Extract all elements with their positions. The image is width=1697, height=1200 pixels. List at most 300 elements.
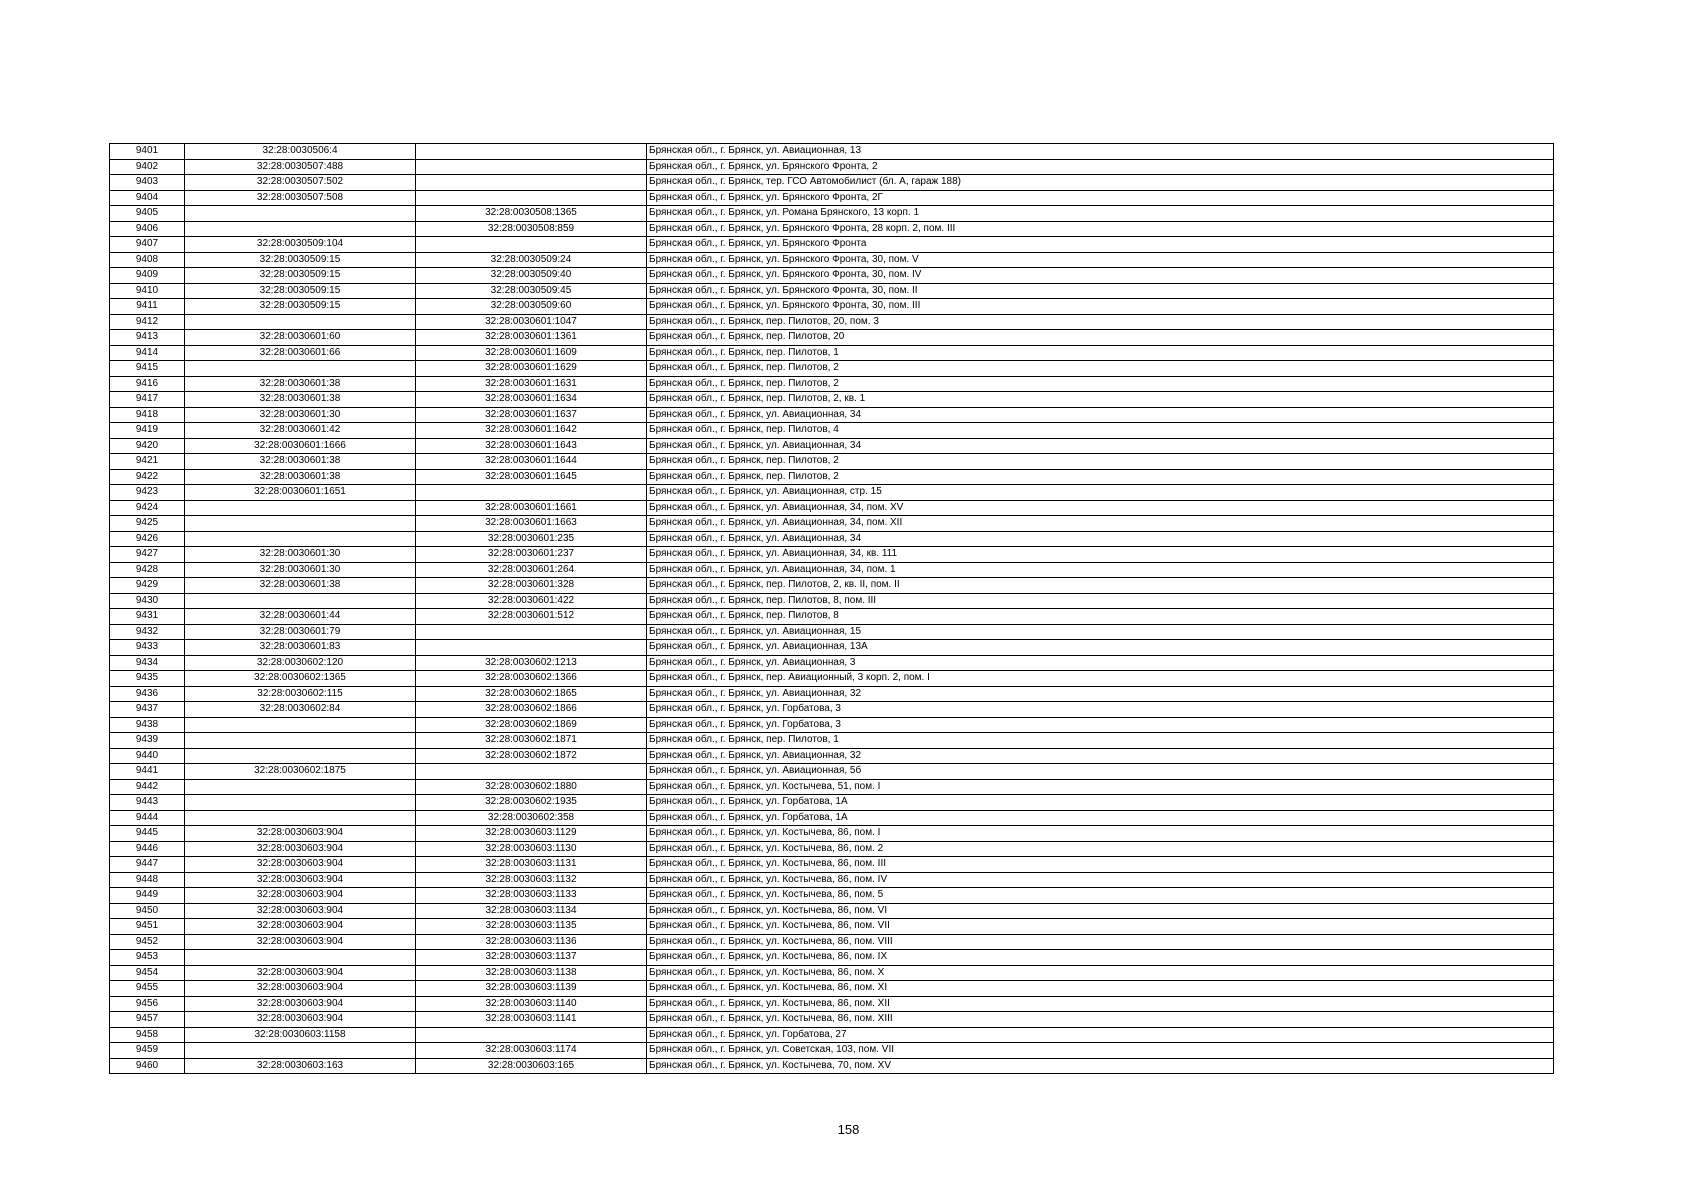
- row-number-cell: 9411: [110, 299, 185, 315]
- property-table: [109, 143, 1554, 1074]
- row-number-cell: 9403: [110, 175, 185, 191]
- row-number-cell: 9440: [110, 748, 185, 764]
- row-number-cell: 9455: [110, 981, 185, 997]
- address-cell: Брянская обл., г. Брянск, ул. Костычева, 51, пом. I: [647, 779, 1554, 795]
- cadastral-number-cell: [185, 795, 416, 811]
- address-cell: Брянская обл., г. Брянск, ул. Горбатова, 3: [647, 717, 1554, 733]
- row-number-cell: 9448: [110, 872, 185, 888]
- object-cadastral-number-cell: [416, 624, 647, 640]
- address-cell: Брянская обл., г. Брянск, пер. Пилотов, 20, пом. 3: [647, 314, 1554, 330]
- cadastral-number-cell: 32:28:0030506:4: [185, 144, 416, 160]
- row-number-cell: 9421: [110, 454, 185, 470]
- object-cadastral-number-cell: [416, 175, 647, 191]
- cadastral-number-cell: 32:28:0030509:15: [185, 252, 416, 268]
- cadastral-number-cell: [185, 748, 416, 764]
- cadastral-number-cell: 32:28:0030603:904: [185, 857, 416, 873]
- row-number-cell: 9458: [110, 1027, 185, 1043]
- row-number-cell: 9435: [110, 671, 185, 687]
- table-row: [110, 841, 1554, 857]
- table-row: [110, 407, 1554, 423]
- table-body: [110, 144, 1554, 1074]
- address-cell: Брянская обл., г. Брянск, пер. Пилотов, 1: [647, 345, 1554, 361]
- object-cadastral-number-cell: 32:28:0030602:1869: [416, 717, 647, 733]
- table-row: [110, 748, 1554, 764]
- object-cadastral-number-cell: 32:28:0030602:1872: [416, 748, 647, 764]
- row-number-cell: 9409: [110, 268, 185, 284]
- cadastral-number-cell: 32:28:0030603:904: [185, 841, 416, 857]
- row-number-cell: 9426: [110, 531, 185, 547]
- cadastral-number-cell: [185, 314, 416, 330]
- table-row: [110, 624, 1554, 640]
- object-cadastral-number-cell: 32:28:0030602:1213: [416, 655, 647, 671]
- table-row: [110, 190, 1554, 206]
- row-number-cell: 9429: [110, 578, 185, 594]
- cadastral-number-cell: [185, 733, 416, 749]
- table-row: [110, 857, 1554, 873]
- row-number-cell: 9441: [110, 764, 185, 780]
- table-row: [110, 221, 1554, 237]
- object-cadastral-number-cell: 32:28:0030603:1132: [416, 872, 647, 888]
- address-cell: Брянская обл., г. Брянск, пер. Пилотов, 4: [647, 423, 1554, 439]
- address-cell: Брянская обл., г. Брянск, ул. Авиационная, 13А: [647, 640, 1554, 656]
- row-number-cell: 9445: [110, 826, 185, 842]
- object-cadastral-number-cell: 32:28:0030603:1131: [416, 857, 647, 873]
- row-number-cell: 9423: [110, 485, 185, 501]
- row-number-cell: 9422: [110, 469, 185, 485]
- object-cadastral-number-cell: 32:28:0030602:1871: [416, 733, 647, 749]
- cadastral-number-cell: [185, 221, 416, 237]
- address-cell: Брянская обл., г. Брянск, ул. Авиационная, 34, кв. 111: [647, 547, 1554, 563]
- table-row: [110, 919, 1554, 935]
- address-cell: Брянская обл., г. Брянск, ул. Костычева, 86, пом. 5: [647, 888, 1554, 904]
- object-cadastral-number-cell: 32:28:0030601:1629: [416, 361, 647, 377]
- table-row: [110, 206, 1554, 222]
- table-row: [110, 934, 1554, 950]
- table-row: [110, 640, 1554, 656]
- row-number-cell: 9454: [110, 965, 185, 981]
- object-cadastral-number-cell: 32:28:0030601:512: [416, 609, 647, 625]
- table-row: [110, 361, 1554, 377]
- row-number-cell: 9443: [110, 795, 185, 811]
- row-number-cell: 9417: [110, 392, 185, 408]
- cadastral-number-cell: 32:28:0030602:1875: [185, 764, 416, 780]
- row-number-cell: 9410: [110, 283, 185, 299]
- object-cadastral-number-cell: 32:28:0030603:1135: [416, 919, 647, 935]
- address-cell: Брянская обл., г. Брянск, пер. Пилотов, 1: [647, 733, 1554, 749]
- object-cadastral-number-cell: 32:28:0030602:358: [416, 810, 647, 826]
- object-cadastral-number-cell: 32:28:0030601:1637: [416, 407, 647, 423]
- table-row: [110, 252, 1554, 268]
- row-number-cell: 9419: [110, 423, 185, 439]
- address-cell: Брянская обл., г. Брянск, ул. Костычева, 86, пом. IX: [647, 950, 1554, 966]
- address-cell: Брянская обл., г. Брянск, ул. Авиационная, 5б: [647, 764, 1554, 780]
- cadastral-number-cell: 32:28:0030603:904: [185, 903, 416, 919]
- cadastral-number-cell: 32:28:0030601:42: [185, 423, 416, 439]
- address-cell: Брянская обл., г. Брянск, ул. Горбатова, 1А: [647, 795, 1554, 811]
- object-cadastral-number-cell: 32:28:0030603:1133: [416, 888, 647, 904]
- address-cell: Брянская обл., г. Брянск, ул. Горбатова, 1А: [647, 810, 1554, 826]
- cadastral-number-cell: 32:28:0030601:30: [185, 407, 416, 423]
- cadastral-number-cell: 32:28:0030601:38: [185, 454, 416, 470]
- table-row: [110, 516, 1554, 532]
- object-cadastral-number-cell: 32:28:0030601:1631: [416, 376, 647, 392]
- table-row: [110, 872, 1554, 888]
- table-row: [110, 717, 1554, 733]
- row-number-cell: 9428: [110, 562, 185, 578]
- row-number-cell: 9444: [110, 810, 185, 826]
- address-cell: Брянская обл., г. Брянск, ул. Авиационная, 32: [647, 748, 1554, 764]
- row-number-cell: 9431: [110, 609, 185, 625]
- row-number-cell: 9460: [110, 1058, 185, 1074]
- object-cadastral-number-cell: 32:28:0030603:1141: [416, 1012, 647, 1028]
- cadastral-number-cell: 32:28:0030601:38: [185, 392, 416, 408]
- cadastral-number-cell: 32:28:0030601:1666: [185, 438, 416, 454]
- table-row: [110, 500, 1554, 516]
- cadastral-number-cell: 32:28:0030603:904: [185, 965, 416, 981]
- cadastral-number-cell: 32:28:0030603:904: [185, 996, 416, 1012]
- row-number-cell: 9425: [110, 516, 185, 532]
- object-cadastral-number-cell: 32:28:0030602:1866: [416, 702, 647, 718]
- address-cell: Брянская обл., г. Брянск, ул. Авиационная, 34, пом. XV: [647, 500, 1554, 516]
- object-cadastral-number-cell: 32:28:0030601:1663: [416, 516, 647, 532]
- object-cadastral-number-cell: 32:28:0030601:1361: [416, 330, 647, 346]
- object-cadastral-number-cell: 32:28:0030601:237: [416, 547, 647, 563]
- object-cadastral-number-cell: [416, 640, 647, 656]
- table-row: [110, 950, 1554, 966]
- cadastral-number-cell: 32:28:0030601:38: [185, 578, 416, 594]
- object-cadastral-number-cell: [416, 144, 647, 160]
- cadastral-number-cell: 32:28:0030603:904: [185, 888, 416, 904]
- cadastral-number-cell: 32:28:0030601:83: [185, 640, 416, 656]
- table-row: [110, 376, 1554, 392]
- address-cell: Брянская обл., г. Брянск, ул. Костычева, 70, пом. XV: [647, 1058, 1554, 1074]
- table-row: [110, 702, 1554, 718]
- table-row: [110, 531, 1554, 547]
- row-number-cell: 9449: [110, 888, 185, 904]
- object-cadastral-number-cell: [416, 485, 647, 501]
- table-row: [110, 779, 1554, 795]
- cadastral-number-cell: [185, 500, 416, 516]
- cadastral-number-cell: 32:28:0030603:904: [185, 934, 416, 950]
- cadastral-number-cell: 32:28:0030602:84: [185, 702, 416, 718]
- table-row: [110, 1012, 1554, 1028]
- object-cadastral-number-cell: 32:28:0030601:1645: [416, 469, 647, 485]
- address-cell: Брянская обл., г. Брянск, пер. Пилотов, 2: [647, 376, 1554, 392]
- row-number-cell: 9406: [110, 221, 185, 237]
- row-number-cell: 9438: [110, 717, 185, 733]
- cadastral-number-cell: 32:28:0030601:44: [185, 609, 416, 625]
- cadastral-number-cell: 32:28:0030603:904: [185, 919, 416, 935]
- row-number-cell: 9434: [110, 655, 185, 671]
- address-cell: Брянская обл., г. Брянск, ул. Костычева, 86, пом. IV: [647, 872, 1554, 888]
- object-cadastral-number-cell: 32:28:0030601:1047: [416, 314, 647, 330]
- address-cell: Брянская обл., г. Брянск, ул. Горбатова, 3: [647, 702, 1554, 718]
- cadastral-number-cell: 32:28:0030602:120: [185, 655, 416, 671]
- table-row: [110, 981, 1554, 997]
- object-cadastral-number-cell: 32:28:0030601:328: [416, 578, 647, 594]
- object-cadastral-number-cell: 32:28:0030603:1129: [416, 826, 647, 842]
- table-row: [110, 965, 1554, 981]
- address-cell: Брянская обл., г. Брянск, ул. Брянского Фронта: [647, 237, 1554, 253]
- row-number-cell: 9452: [110, 934, 185, 950]
- table-row: [110, 1043, 1554, 1059]
- row-number-cell: 9451: [110, 919, 185, 935]
- cadastral-number-cell: 32:28:0030603:904: [185, 826, 416, 842]
- cadastral-number-cell: 32:28:0030601:66: [185, 345, 416, 361]
- address-cell: Брянская обл., г. Брянск, ул. Романа Брянского, 13 корп. 1: [647, 206, 1554, 222]
- row-number-cell: 9402: [110, 159, 185, 175]
- object-cadastral-number-cell: 32:28:0030602:1935: [416, 795, 647, 811]
- table-row: [110, 469, 1554, 485]
- table-row: [110, 547, 1554, 563]
- table-row: [110, 454, 1554, 470]
- object-cadastral-number-cell: 32:28:0030603:1137: [416, 950, 647, 966]
- row-number-cell: 9412: [110, 314, 185, 330]
- object-cadastral-number-cell: [416, 1027, 647, 1043]
- address-cell: Брянская обл., г. Брянск, ул. Костычева, 86, пом. I: [647, 826, 1554, 842]
- row-number-cell: 9401: [110, 144, 185, 160]
- address-cell: Брянская обл., г. Брянск, ул. Авиационная, 34: [647, 438, 1554, 454]
- row-number-cell: 9446: [110, 841, 185, 857]
- address-cell: Брянская обл., г. Брянск, ул. Авиационная, 13: [647, 144, 1554, 160]
- table-row: [110, 733, 1554, 749]
- object-cadastral-number-cell: 32:28:0030603:1139: [416, 981, 647, 997]
- address-cell: Брянская обл., г. Брянск, ул. Костычева, 86, пом. 2: [647, 841, 1554, 857]
- object-cadastral-number-cell: 32:28:0030603:1138: [416, 965, 647, 981]
- cadastral-number-cell: 32:28:0030601:79: [185, 624, 416, 640]
- row-number-cell: 9416: [110, 376, 185, 392]
- row-number-cell: 9437: [110, 702, 185, 718]
- cadastral-number-cell: 32:28:0030602:115: [185, 686, 416, 702]
- address-cell: Брянская обл., г. Брянск, ул. Авиационная, 34, пом. 1: [647, 562, 1554, 578]
- cadastral-number-cell: 32:28:0030602:1365: [185, 671, 416, 687]
- table-row: [110, 686, 1554, 702]
- table-row: [110, 593, 1554, 609]
- row-number-cell: 9430: [110, 593, 185, 609]
- table-row: [110, 299, 1554, 315]
- row-number-cell: 9459: [110, 1043, 185, 1059]
- object-cadastral-number-cell: 32:28:0030509:40: [416, 268, 647, 284]
- object-cadastral-number-cell: [416, 237, 647, 253]
- table-row: [110, 888, 1554, 904]
- cadastral-number-cell: [185, 516, 416, 532]
- cadastral-number-cell: 32:28:0030507:488: [185, 159, 416, 175]
- object-cadastral-number-cell: 32:28:0030603:1174: [416, 1043, 647, 1059]
- address-cell: Брянская обл., г. Брянск, ул. Авиационная, 32: [647, 686, 1554, 702]
- address-cell: Брянская обл., г. Брянск, пер. Пилотов, 8: [647, 609, 1554, 625]
- object-cadastral-number-cell: 32:28:0030601:264: [416, 562, 647, 578]
- address-cell: Брянская обл., г. Брянск, пер. Пилотов, 8, пом. III: [647, 593, 1554, 609]
- table-row: [110, 175, 1554, 191]
- table-row: [110, 996, 1554, 1012]
- address-cell: Брянская обл., г. Брянск, ул. Авиационная, стр. 15: [647, 485, 1554, 501]
- address-cell: Брянская обл., г. Брянск, тер. ГСО Автомобилист (бл. А, гараж 188): [647, 175, 1554, 191]
- page-number: 158: [837, 1122, 860, 1137]
- table-row: [110, 795, 1554, 811]
- cadastral-number-cell: 32:28:0030603:904: [185, 1012, 416, 1028]
- address-cell: Брянская обл., г. Брянск, ул. Брянского Фронта, 28 корп. 2, пом. III: [647, 221, 1554, 237]
- cadastral-number-cell: 32:28:0030603:163: [185, 1058, 416, 1074]
- object-cadastral-number-cell: 32:28:0030601:235: [416, 531, 647, 547]
- row-number-cell: 9432: [110, 624, 185, 640]
- row-number-cell: 9427: [110, 547, 185, 563]
- table-row: [110, 578, 1554, 594]
- cadastral-number-cell: 32:28:0030601:60: [185, 330, 416, 346]
- row-number-cell: 9407: [110, 237, 185, 253]
- cadastral-number-cell: [185, 206, 416, 222]
- object-cadastral-number-cell: 32:28:0030601:422: [416, 593, 647, 609]
- address-cell: Брянская обл., г. Брянск, ул. Костычева, 86, пом. III: [647, 857, 1554, 873]
- cadastral-number-cell: 32:28:0030603:1158: [185, 1027, 416, 1043]
- row-number-cell: 9418: [110, 407, 185, 423]
- address-cell: Брянская обл., г. Брянск, пер. Пилотов, 2, кв. 1: [647, 392, 1554, 408]
- table-row: [110, 903, 1554, 919]
- row-number-cell: 9456: [110, 996, 185, 1012]
- cadastral-number-cell: 32:28:0030509:15: [185, 283, 416, 299]
- object-cadastral-number-cell: 32:28:0030603:1136: [416, 934, 647, 950]
- object-cadastral-number-cell: 32:28:0030602:1865: [416, 686, 647, 702]
- table-row: [110, 438, 1554, 454]
- row-number-cell: 9436: [110, 686, 185, 702]
- cadastral-number-cell: 32:28:0030601:30: [185, 562, 416, 578]
- address-cell: Брянская обл., г. Брянск, пер. Пилотов, 2: [647, 469, 1554, 485]
- object-cadastral-number-cell: 32:28:0030508:859: [416, 221, 647, 237]
- address-cell: Брянская обл., г. Брянск, ул. Брянского Фронта, 30, пом. II: [647, 283, 1554, 299]
- row-number-cell: 9453: [110, 950, 185, 966]
- object-cadastral-number-cell: 32:28:0030602:1366: [416, 671, 647, 687]
- cadastral-number-cell: 32:28:0030603:904: [185, 872, 416, 888]
- address-cell: Брянская обл., г. Брянск, ул. Брянского Фронта, 30, пом. V: [647, 252, 1554, 268]
- object-cadastral-number-cell: 32:28:0030603:1130: [416, 841, 647, 857]
- address-cell: Брянская обл., г. Брянск, пер. Пилотов, 2: [647, 361, 1554, 377]
- address-cell: Брянская обл., г. Брянск, ул. Брянского Фронта, 2: [647, 159, 1554, 175]
- address-cell: Брянская обл., г. Брянск, пер. Пилотов, 20: [647, 330, 1554, 346]
- object-cadastral-number-cell: 32:28:0030509:24: [416, 252, 647, 268]
- object-cadastral-number-cell: 32:28:0030601:1642: [416, 423, 647, 439]
- address-cell: Брянская обл., г. Брянск, ул. Авиационная, 15: [647, 624, 1554, 640]
- address-cell: Брянская обл., г. Брянск, пер. Пилотов, 2, кв. II, пом. II: [647, 578, 1554, 594]
- table-row: [110, 826, 1554, 842]
- object-cadastral-number-cell: 32:28:0030601:1661: [416, 500, 647, 516]
- row-number-cell: 9424: [110, 500, 185, 516]
- table-row: [110, 345, 1554, 361]
- cadastral-number-cell: 32:28:0030509:15: [185, 299, 416, 315]
- table-row: [110, 609, 1554, 625]
- address-cell: Брянская обл., г. Брянск, пер. Авиационный, 3 корп. 2, пом. I: [647, 671, 1554, 687]
- table-row: [110, 764, 1554, 780]
- cadastral-number-cell: 32:28:0030603:904: [185, 981, 416, 997]
- cadastral-number-cell: [185, 779, 416, 795]
- address-cell: Брянская обл., г. Брянск, ул. Авиационная, 34: [647, 407, 1554, 423]
- row-number-cell: 9442: [110, 779, 185, 795]
- cadastral-number-cell: 32:28:0030601:1651: [185, 485, 416, 501]
- object-cadastral-number-cell: 32:28:0030601:1644: [416, 454, 647, 470]
- row-number-cell: 9408: [110, 252, 185, 268]
- row-number-cell: 9447: [110, 857, 185, 873]
- row-number-cell: 9420: [110, 438, 185, 454]
- object-cadastral-number-cell: 32:28:0030603:1134: [416, 903, 647, 919]
- address-cell: Брянская обл., г. Брянск, ул. Костычева, 86, пом. XII: [647, 996, 1554, 1012]
- address-cell: Брянская обл., г. Брянск, ул. Советская, 103, пом. VII: [647, 1043, 1554, 1059]
- cadastral-number-cell: [185, 593, 416, 609]
- cadastral-number-cell: [185, 810, 416, 826]
- object-cadastral-number-cell: [416, 190, 647, 206]
- cadastral-number-cell: 32:28:0030507:502: [185, 175, 416, 191]
- address-cell: Брянская обл., г. Брянск, ул. Костычева, 86, пом. X: [647, 965, 1554, 981]
- row-number-cell: 9404: [110, 190, 185, 206]
- address-cell: Брянская обл., г. Брянск, ул. Брянского Фронта, 30, пом. III: [647, 299, 1554, 315]
- table-row: [110, 1058, 1554, 1074]
- table-row: [110, 237, 1554, 253]
- address-cell: Брянская обл., г. Брянск, ул. Авиационная, 3: [647, 655, 1554, 671]
- address-cell: Брянская обл., г. Брянск, ул. Костычева, 86, пом. VIII: [647, 934, 1554, 950]
- cadastral-number-cell: [185, 361, 416, 377]
- table-row: [110, 314, 1554, 330]
- table-row: [110, 671, 1554, 687]
- cadastral-number-cell: [185, 950, 416, 966]
- cadastral-number-cell: 32:28:0030601:38: [185, 376, 416, 392]
- row-number-cell: 9450: [110, 903, 185, 919]
- cadastral-number-cell: 32:28:0030601:30: [185, 547, 416, 563]
- address-cell: Брянская обл., г. Брянск, ул. Горбатова, 27: [647, 1027, 1554, 1043]
- address-cell: Брянская обл., г. Брянск, ул. Костычева, 86, пом. XIII: [647, 1012, 1554, 1028]
- table-row: [110, 562, 1554, 578]
- object-cadastral-number-cell: 32:28:0030603:165: [416, 1058, 647, 1074]
- object-cadastral-number-cell: 32:28:0030601:1609: [416, 345, 647, 361]
- address-cell: Брянская обл., г. Брянск, ул. Костычева, 86, пом. VI: [647, 903, 1554, 919]
- address-cell: Брянская обл., г. Брянск, пер. Пилотов, 2: [647, 454, 1554, 470]
- cadastral-number-cell: [185, 717, 416, 733]
- cadastral-number-cell: 32:28:0030507:508: [185, 190, 416, 206]
- table-row: [110, 655, 1554, 671]
- table-row: [110, 330, 1554, 346]
- object-cadastral-number-cell: 32:28:0030508:1365: [416, 206, 647, 222]
- table-row: [110, 392, 1554, 408]
- object-cadastral-number-cell: 32:28:0030509:60: [416, 299, 647, 315]
- address-cell: Брянская обл., г. Брянск, ул. Костычева, 86, пом. VII: [647, 919, 1554, 935]
- cadastral-number-cell: 32:28:0030509:104: [185, 237, 416, 253]
- object-cadastral-number-cell: 32:28:0030601:1643: [416, 438, 647, 454]
- cadastral-number-cell: 32:28:0030601:38: [185, 469, 416, 485]
- cadastral-number-cell: 32:28:0030509:15: [185, 268, 416, 284]
- table-row: [110, 144, 1554, 160]
- row-number-cell: 9405: [110, 206, 185, 222]
- table-row: [110, 159, 1554, 175]
- address-cell: Брянская обл., г. Брянск, ул. Костычева, 86, пом. XI: [647, 981, 1554, 997]
- cadastral-number-cell: [185, 1043, 416, 1059]
- object-cadastral-number-cell: 32:28:0030509:45: [416, 283, 647, 299]
- address-cell: Брянская обл., г. Брянск, ул. Авиационная, 34, пом. XII: [647, 516, 1554, 532]
- object-cadastral-number-cell: 32:28:0030603:1140: [416, 996, 647, 1012]
- row-number-cell: 9457: [110, 1012, 185, 1028]
- row-number-cell: 9415: [110, 361, 185, 377]
- table-row: [110, 810, 1554, 826]
- address-cell: Брянская обл., г. Брянск, ул. Авиационная, 34: [647, 531, 1554, 547]
- table-row: [110, 423, 1554, 439]
- table-row: [110, 268, 1554, 284]
- object-cadastral-number-cell: [416, 159, 647, 175]
- cadastral-number-cell: [185, 531, 416, 547]
- address-cell: Брянская обл., г. Брянск, ул. Брянского Фронта, 30, пом. IV: [647, 268, 1554, 284]
- object-cadastral-number-cell: 32:28:0030602:1880: [416, 779, 647, 795]
- row-number-cell: 9413: [110, 330, 185, 346]
- table-row: [110, 283, 1554, 299]
- object-cadastral-number-cell: [416, 764, 647, 780]
- row-number-cell: 9414: [110, 345, 185, 361]
- row-number-cell: 9439: [110, 733, 185, 749]
- table-row: [110, 1027, 1554, 1043]
- table-row: [110, 485, 1554, 501]
